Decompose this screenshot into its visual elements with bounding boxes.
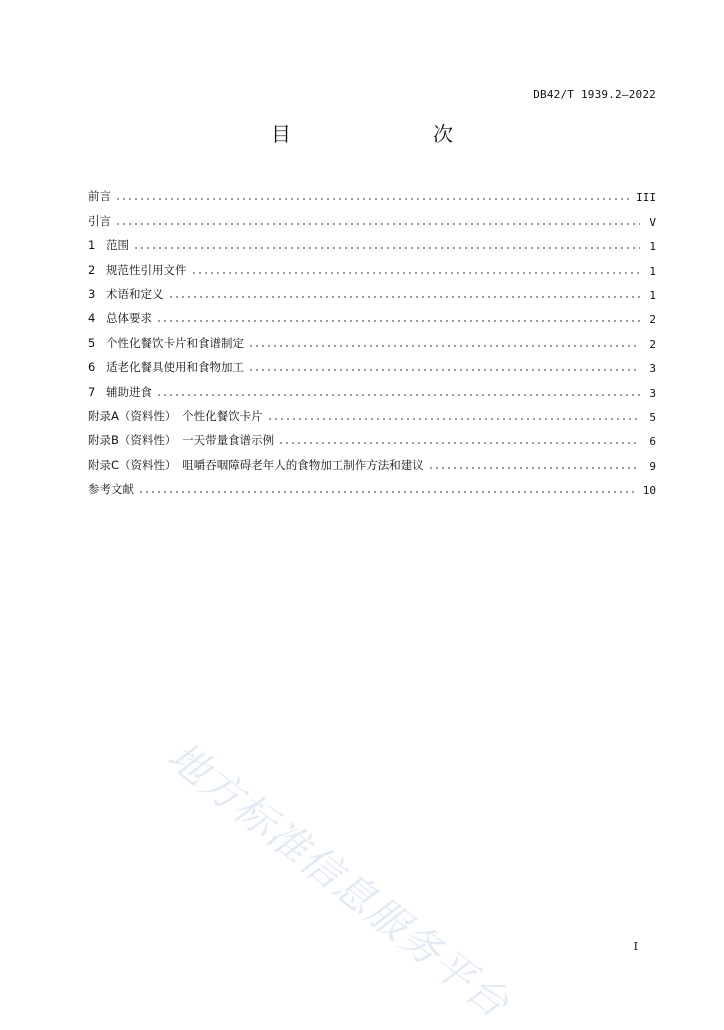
toc-entry-label: 附录C（资料性） 咀嚼吞咽障碍老年人的食物加工制作方法和建议 — [88, 457, 424, 472]
toc-entry-title — [88, 213, 111, 229]
toc-entry-label: 附录B（资料性） 一天带量食谱示例 — [88, 433, 275, 448]
toc-entry[interactable] — [88, 204, 656, 228]
toc-entry-number: 6 — [88, 360, 96, 375]
toc-entry-title — [88, 286, 164, 302]
toc-leader-dots — [278, 441, 640, 445]
toc-entry[interactable] — [88, 400, 656, 424]
toc-entry-label: 范围 — [106, 238, 129, 253]
toc-leader-dots — [156, 319, 640, 323]
page-title: 目 次 — [271, 122, 487, 146]
toc-entry-page: 1 — [649, 264, 656, 278]
toc-entry-page: 1 — [649, 240, 656, 254]
toc-entry-page: III — [636, 191, 656, 205]
toc-entry[interactable] — [88, 351, 656, 375]
toc-entry[interactable] — [88, 229, 656, 253]
toc-entry[interactable] — [88, 302, 656, 326]
toc-entry-label: 参考文献 — [88, 482, 134, 497]
toc-entry[interactable] — [88, 278, 656, 302]
toc-entry-page: V — [649, 215, 656, 229]
toc-entry-page: 3 — [649, 362, 656, 376]
toc-entry-title — [88, 335, 244, 351]
page-number: I — [633, 940, 638, 953]
standard-code: DB42/T 1939.2—2022 — [533, 88, 656, 101]
toc-entry-title — [88, 188, 111, 204]
toc-entry-number: 1 — [88, 238, 96, 253]
toc-entry-number: 7 — [88, 384, 96, 399]
toc-leader-dots — [267, 417, 640, 421]
toc-entry-label: 规范性引用文件 — [106, 262, 187, 277]
toc-leader-dots — [168, 295, 641, 299]
toc-entry-title — [88, 237, 129, 253]
toc-entry[interactable] — [88, 473, 656, 497]
table-of-contents — [88, 180, 656, 497]
toc-entry-title — [88, 384, 152, 400]
toc-entry-page: 2 — [649, 313, 656, 327]
toc-leader-dots — [115, 197, 630, 201]
toc-entry-number: 5 — [88, 335, 96, 350]
toc-entry-page: 9 — [649, 459, 656, 473]
toc-entry-label: 术语和定义 — [106, 286, 164, 301]
toc-entry-page: 1 — [649, 288, 656, 302]
watermark: 地方标准信息服务平台 — [158, 733, 518, 1028]
toc-entry-label: 前言 — [88, 189, 111, 204]
toc-leader-dots — [248, 368, 640, 372]
toc-leader-dots — [191, 271, 641, 275]
toc-leader-dots — [115, 222, 640, 226]
toc-entry[interactable] — [88, 448, 656, 472]
toc-entry[interactable] — [88, 424, 656, 448]
toc-entry-title — [88, 262, 187, 278]
toc-entry-label: 引言 — [88, 213, 111, 228]
toc-entry-label: 辅助进食 — [106, 384, 152, 399]
toc-entry-title — [88, 408, 263, 424]
toc-entry-page: 3 — [649, 386, 656, 400]
toc-leader-dots — [428, 466, 640, 470]
toc-entry-title — [88, 457, 424, 473]
toc-entry[interactable] — [88, 375, 656, 399]
toc-entry-page: 2 — [649, 337, 656, 351]
toc-entry-title — [88, 432, 274, 448]
toc-entry-page: 10 — [642, 484, 656, 498]
toc-entry-number: 4 — [88, 311, 96, 326]
toc-entry-number: 2 — [88, 262, 96, 277]
toc-leader-dots — [156, 393, 640, 397]
toc-leader-dots — [133, 246, 640, 250]
toc-entry-number: 3 — [88, 286, 96, 301]
toc-entry-label: 总体要求 — [106, 311, 152, 326]
toc-entry-page: 5 — [649, 410, 656, 424]
toc-entry-title — [88, 359, 244, 375]
toc-entry-label: 适老化餐具使用和食物加工 — [106, 360, 244, 375]
toc-entry[interactable] — [88, 253, 656, 277]
toc-entry-label: 个性化餐饮卡片和食谱制定 — [106, 335, 244, 350]
toc-entry-label: 附录A（资料性） 个性化餐饮卡片 — [88, 408, 263, 423]
toc-leader-dots — [248, 344, 640, 348]
toc-entry[interactable] — [88, 326, 656, 350]
toc-entry-title — [88, 310, 152, 326]
toc-entry-title — [88, 481, 134, 497]
toc-entry[interactable] — [88, 180, 656, 204]
toc-entry-page: 6 — [649, 435, 656, 449]
toc-leader-dots — [138, 490, 637, 494]
